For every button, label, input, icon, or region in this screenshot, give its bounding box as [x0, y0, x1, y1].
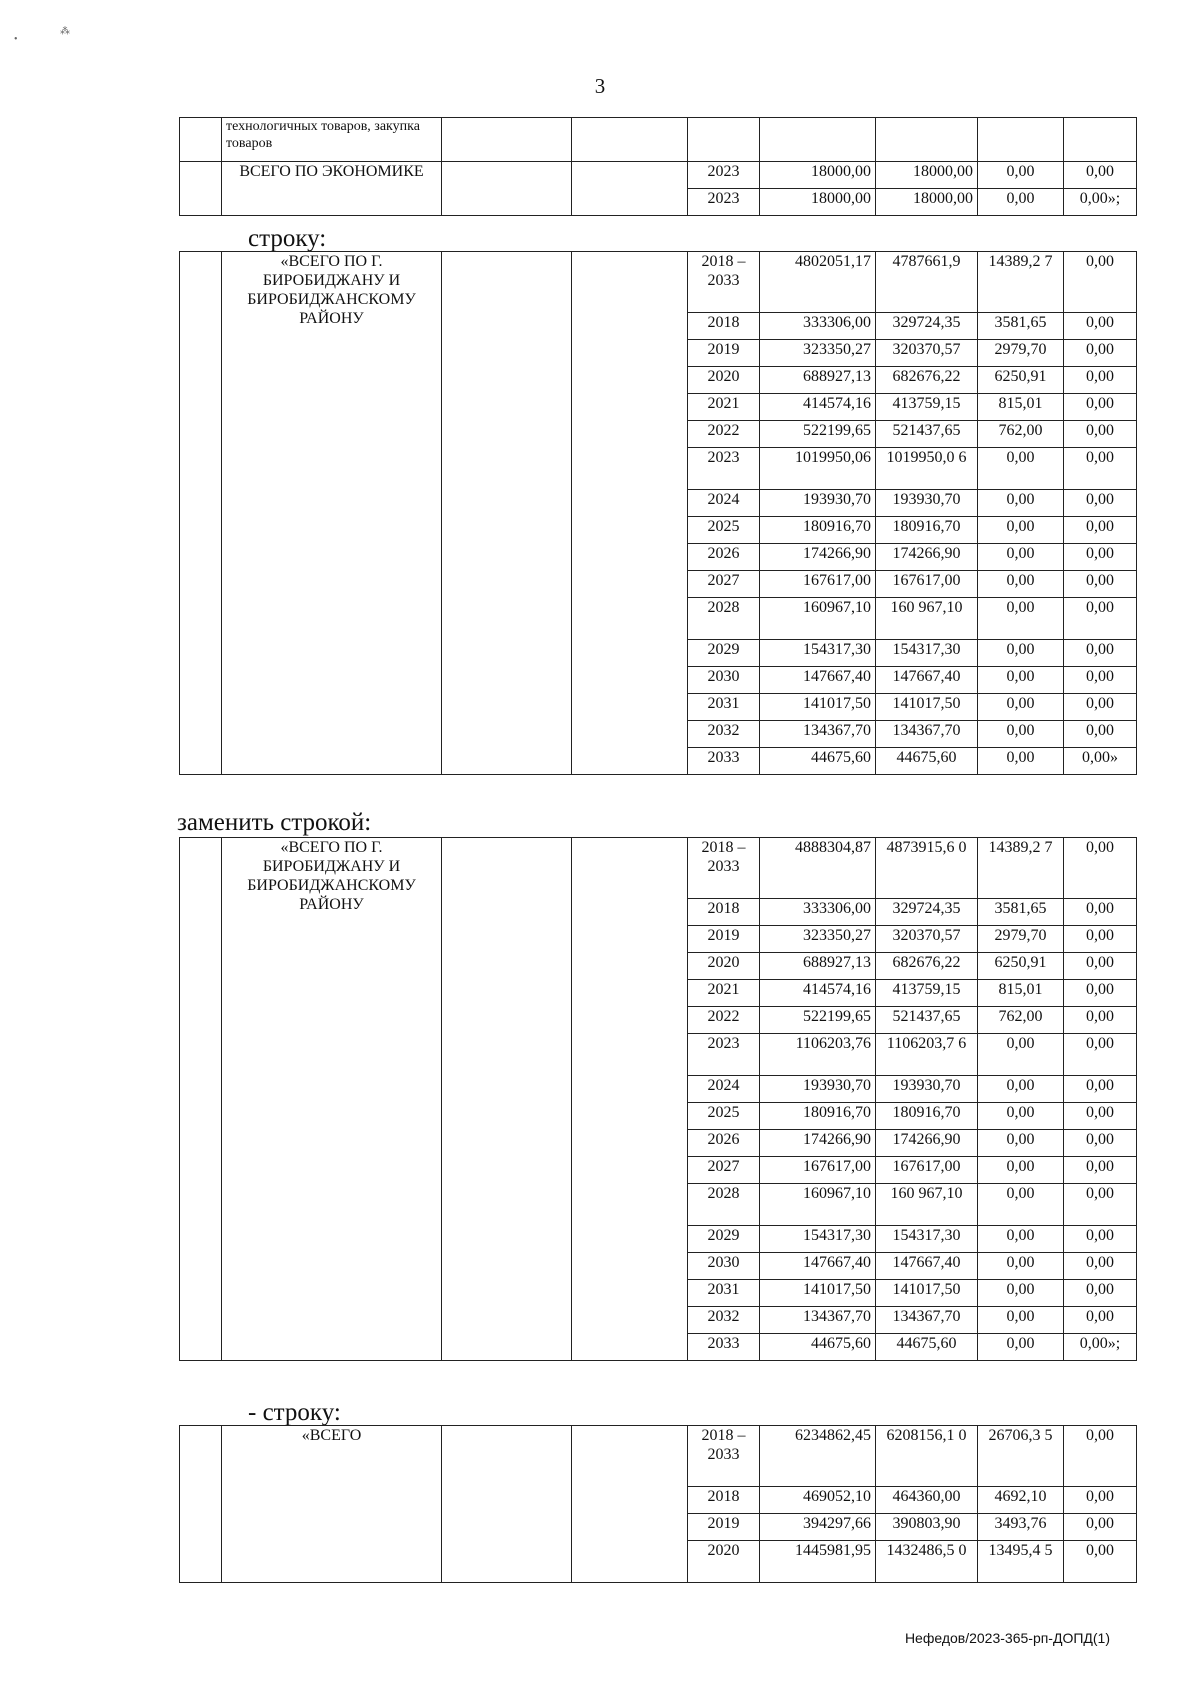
- table-cell-value: 0,00: [1064, 838, 1137, 899]
- table-cell-value: 521437,65: [876, 1007, 978, 1034]
- table-cell-value: 333306,00: [760, 313, 876, 340]
- table-cell-value: 44675,60: [760, 748, 876, 775]
- table-cell-year: 2020: [688, 1541, 760, 1583]
- table-cell-value: 0,00: [1064, 1514, 1137, 1541]
- table-cell-value: 688927,13: [760, 367, 876, 394]
- table-cell-year: 2018 – 2033: [688, 838, 760, 899]
- table-cell-value: 167617,00: [760, 571, 876, 598]
- table-cell-value: 0,00: [978, 162, 1064, 189]
- table-cell-year: 2019: [688, 340, 760, 367]
- table-cell-value: 0,00: [1064, 1253, 1137, 1280]
- table-cell: [442, 1426, 572, 1583]
- table-cell-value: 762,00: [978, 1007, 1064, 1034]
- table-cell-value: 0,00: [1064, 421, 1137, 448]
- table-cell-value: 0,00: [1064, 1487, 1137, 1514]
- table-cell-year: 2024: [688, 490, 760, 517]
- table-cell: [180, 252, 222, 775]
- table-cell-value: 0,00: [978, 1226, 1064, 1253]
- table-cell-value: 0,00: [1064, 640, 1137, 667]
- table-cell-value: 0,00: [1064, 1034, 1137, 1076]
- table-cell-value: 0,00: [1064, 1157, 1137, 1184]
- table-cell-value: 167617,00: [876, 571, 978, 598]
- table-cell-value: 4873915,6 0: [876, 838, 978, 899]
- table-cell-year: 2028: [688, 1184, 760, 1226]
- table-cell-value: 329724,35: [876, 899, 978, 926]
- table-cell-value: 154317,30: [876, 640, 978, 667]
- table-cell-value: 193930,70: [760, 1076, 876, 1103]
- table-row: [180, 838, 1137, 899]
- label-stroku-2: - строку:: [248, 1399, 341, 1426]
- table-cell-value: 1106203,7 6: [876, 1034, 978, 1076]
- scan-mark: ⁂: [60, 26, 70, 37]
- table-cell-value: 154317,30: [760, 640, 876, 667]
- table-cell-name: технологичных товаров, закупка товаров: [222, 118, 442, 162]
- table-cell: [572, 162, 688, 216]
- table-cell-value: 0,00: [1064, 1130, 1137, 1157]
- table-cell-value: 160 967,10: [876, 1184, 978, 1226]
- table-cell-value: 0,00: [1064, 1184, 1137, 1226]
- table-cell-value: 464360,00: [876, 1487, 978, 1514]
- table-row: [180, 1426, 1137, 1487]
- table-cell-year: 2023: [688, 448, 760, 490]
- table-cell-value: 18000,00: [760, 162, 876, 189]
- table-cell-value: 160967,10: [760, 598, 876, 640]
- table-cell-value: 0,00: [978, 1130, 1064, 1157]
- table-cell-value: 2979,70: [978, 926, 1064, 953]
- table-cell-year: 2018: [688, 899, 760, 926]
- table-cell-value: 147667,40: [760, 667, 876, 694]
- table-cell-year: 2024: [688, 1076, 760, 1103]
- table-cell-value: 3493,76: [978, 1514, 1064, 1541]
- table-cell-value: 2979,70: [978, 340, 1064, 367]
- table-cell-value: 0,00: [978, 490, 1064, 517]
- table-cell-value: 0,00: [978, 721, 1064, 748]
- table-cell-value: 320370,57: [876, 926, 978, 953]
- table-cell-value: 44675,60: [760, 1334, 876, 1361]
- table-cell-value: 320370,57: [876, 340, 978, 367]
- table-cell-value: 0,00: [978, 1157, 1064, 1184]
- table-cell: [442, 162, 572, 216]
- table-cell-value: 0,00: [1064, 252, 1137, 313]
- table-cell-value: 0,00: [1064, 1007, 1137, 1034]
- table-cell-value: 0,00: [978, 571, 1064, 598]
- table-cell-year: 2030: [688, 667, 760, 694]
- table-cell: [572, 838, 688, 1361]
- table-cell-value: 4787661,9: [876, 252, 978, 313]
- table-cell-value: 174266,90: [876, 544, 978, 571]
- table-cell-year: 2022: [688, 1007, 760, 1034]
- table-cell-name: «ВСЕГО ПО Г. БИРОБИДЖАНУ И БИРОБИДЖАНСКОМУ РАЙОНУ: [222, 838, 442, 1361]
- table-cell-value: 154317,30: [760, 1226, 876, 1253]
- table-cell-year: 2033: [688, 748, 760, 775]
- table-cell-value: 174266,90: [760, 544, 876, 571]
- table-cell-year: 2027: [688, 571, 760, 598]
- table-new-total: [179, 837, 1137, 1361]
- table-cell: [180, 838, 222, 1361]
- table-cell-value: 180916,70: [760, 517, 876, 544]
- table-cell-value: 180916,70: [876, 1103, 978, 1130]
- table-cell-value: 0,00: [1064, 394, 1137, 421]
- table-cell-value: 0,00: [1064, 721, 1137, 748]
- table-cell-value: 193930,70: [876, 1076, 978, 1103]
- table-cell-year: 2018 – 2033: [688, 1426, 760, 1487]
- table-cell-value: 141017,50: [876, 694, 978, 721]
- table-cell-year: 2018: [688, 1487, 760, 1514]
- table-cell-value: 1106203,76: [760, 1034, 876, 1076]
- table-cell-value: 469052,10: [760, 1487, 876, 1514]
- table-cell-value: 6234862,45: [760, 1426, 876, 1487]
- table-cell-value: 14389,2 7: [978, 838, 1064, 899]
- table-cell-value: 522199,65: [760, 421, 876, 448]
- table-cell-year: 2019: [688, 1514, 760, 1541]
- table-cell-value: 0,00: [1064, 926, 1137, 953]
- table-cell-value: 167617,00: [876, 1157, 978, 1184]
- table-cell-value: 390803,90: [876, 1514, 978, 1541]
- table-cell-year: 2031: [688, 694, 760, 721]
- table-row: [180, 252, 1137, 313]
- table-cell-value: 0,00: [978, 1253, 1064, 1280]
- table-cell-value: 0,00: [1064, 598, 1137, 640]
- table-cell-value: 167617,00: [760, 1157, 876, 1184]
- table-cell-value: 688927,13: [760, 953, 876, 980]
- table-cell-value: 141017,50: [876, 1280, 978, 1307]
- table-cell-value: 0,00: [1064, 367, 1137, 394]
- table-cell-year: 2032: [688, 721, 760, 748]
- table-cell-value: 0,00: [978, 1307, 1064, 1334]
- table-cell: [572, 252, 688, 775]
- table-cell: [442, 838, 572, 1361]
- table-cell-year: 2020: [688, 367, 760, 394]
- table-cell-value: 6208156,1 0: [876, 1426, 978, 1487]
- table-cell-value: 413759,15: [876, 980, 978, 1007]
- table-cell-value: 147667,40: [876, 667, 978, 694]
- label-zamenit: заменить строкой:: [177, 809, 372, 836]
- table-cell-value: 0,00: [1064, 490, 1137, 517]
- table-cell-value: 14389,2 7: [978, 252, 1064, 313]
- table-cell-name: ВСЕГО ПО ЭКОНОМИКЕ: [222, 162, 442, 216]
- table-cell-value: 160967,10: [760, 1184, 876, 1226]
- table-cell-value: 44675,60: [876, 748, 978, 775]
- table-cell-name: «ВСЕГО ПО Г. БИРОБИДЖАНУ И БИРОБИДЖАНСКОМУ РАЙОНУ: [222, 252, 442, 775]
- table-cell: [442, 252, 572, 775]
- table-cell-value: 4888304,87: [760, 838, 876, 899]
- table-cell-value: 414574,16: [760, 394, 876, 421]
- table-cell-value: 0,00: [978, 189, 1064, 216]
- table-cell-year: 2025: [688, 517, 760, 544]
- table-cell-year: 2021: [688, 394, 760, 421]
- table-row: [180, 162, 1137, 189]
- table-cell-value: 0,00: [978, 1034, 1064, 1076]
- table-cell-year: 2029: [688, 640, 760, 667]
- table-cell-value: 44675,60: [876, 1334, 978, 1361]
- table-cell: [688, 118, 760, 162]
- scan-mark: •: [14, 34, 18, 45]
- table-cell-year: 2030: [688, 1253, 760, 1280]
- table-cell-year: 2018: [688, 313, 760, 340]
- table-cell-value: 4692,10: [978, 1487, 1064, 1514]
- table-cell-value: 0,00: [978, 1184, 1064, 1226]
- table-cell-value: 329724,35: [876, 313, 978, 340]
- table-cell-year: 2031: [688, 1280, 760, 1307]
- footer-doc-id: Нефедов/2023-365-рп-ДОПД(1): [904, 1630, 1110, 1646]
- table-cell-value: 0,00: [1064, 448, 1137, 490]
- table-cell: [1064, 118, 1137, 162]
- table-cell-value: 3581,65: [978, 899, 1064, 926]
- table-cell-value: 0,00»;: [1064, 1334, 1137, 1361]
- table-cell: [180, 1426, 222, 1583]
- table-cell-value: 0,00: [1064, 980, 1137, 1007]
- table-cell-value: 0,00: [1064, 571, 1137, 598]
- table-cell-value: 26706,3 5: [978, 1426, 1064, 1487]
- table-cell-value: 0,00: [978, 694, 1064, 721]
- table-cell-value: 0,00: [1064, 667, 1137, 694]
- table-cell: [180, 118, 222, 162]
- table-cell-value: 0,00»: [1064, 748, 1137, 775]
- table-cell-value: 333306,00: [760, 899, 876, 926]
- table-cell-value: 6250,91: [978, 367, 1064, 394]
- table-cell-value: 815,01: [978, 980, 1064, 1007]
- table-cell-value: 0,00: [1064, 313, 1137, 340]
- table-cell-value: 0,00: [978, 517, 1064, 544]
- table-cell-value: 0,00: [1064, 1226, 1137, 1253]
- table-cell-value: 18000,00: [876, 189, 978, 216]
- table-cell-value: 180916,70: [876, 517, 978, 544]
- table-cell-value: 134367,70: [876, 721, 978, 748]
- table-cell-value: 0,00: [1064, 899, 1137, 926]
- table-cell-value: 4802051,17: [760, 252, 876, 313]
- table-cell-value: 174266,90: [760, 1130, 876, 1157]
- table-cell-value: 0,00: [1064, 1426, 1137, 1487]
- table-cell-value: 154317,30: [876, 1226, 978, 1253]
- table-cell-year: 2020: [688, 953, 760, 980]
- table-cell-year: 2027: [688, 1157, 760, 1184]
- table-cell-value: 815,01: [978, 394, 1064, 421]
- table-cell-value: 1019950,0 6: [876, 448, 978, 490]
- table-row: [180, 118, 1137, 162]
- table-cell-value: 0,00: [978, 598, 1064, 640]
- table-cell-name: «ВСЕГО: [222, 1426, 442, 1583]
- table-cell-value: 521437,65: [876, 421, 978, 448]
- table-cell: [760, 118, 876, 162]
- table-cell-value: 0,00: [1064, 1103, 1137, 1130]
- table-cell-value: 193930,70: [876, 490, 978, 517]
- table-economy: [179, 117, 1137, 216]
- table-cell-year: 2021: [688, 980, 760, 1007]
- table-cell-value: 0,00: [1064, 694, 1137, 721]
- table-cell: [978, 118, 1064, 162]
- table-cell-value: 0,00: [978, 544, 1064, 571]
- table-cell-value: 0,00: [978, 1334, 1064, 1361]
- table-cell-value: 0,00: [978, 1076, 1064, 1103]
- table-cell-value: 0,00: [1064, 1307, 1137, 1334]
- table-cell-value: 0,00: [1064, 1280, 1137, 1307]
- table-cell-year: 2023: [688, 1034, 760, 1076]
- table-cell-value: 180916,70: [760, 1103, 876, 1130]
- table-cell-value: 6250,91: [978, 953, 1064, 980]
- table-cell-year: 2029: [688, 1226, 760, 1253]
- table-cell-value: 522199,65: [760, 1007, 876, 1034]
- table-cell-value: 134367,70: [876, 1307, 978, 1334]
- table-cell-value: 414574,16: [760, 980, 876, 1007]
- table-cell-value: 323350,27: [760, 926, 876, 953]
- table-cell-value: 13495,4 5: [978, 1541, 1064, 1583]
- table-cell-value: 0,00: [978, 667, 1064, 694]
- table-cell-year: 2023: [688, 189, 760, 216]
- table-cell-value: 0,00: [1064, 340, 1137, 367]
- table-cell-value: 160 967,10: [876, 598, 978, 640]
- table-cell-value: 0,00: [1064, 162, 1137, 189]
- table-cell-value: 0,00: [978, 448, 1064, 490]
- table-cell: [572, 118, 688, 162]
- table-cell-value: 134367,70: [760, 1307, 876, 1334]
- table-cell-value: 147667,40: [760, 1253, 876, 1280]
- table-cell-value: 413759,15: [876, 394, 978, 421]
- table-cell-year: 2022: [688, 421, 760, 448]
- table-cell-value: 0,00: [1064, 1076, 1137, 1103]
- table-cell-value: 0,00: [978, 1103, 1064, 1130]
- table-cell-year: 2025: [688, 1103, 760, 1130]
- table-cell-year: 2032: [688, 1307, 760, 1334]
- table-grand-total: [179, 1425, 1137, 1583]
- table-cell-year: 2026: [688, 544, 760, 571]
- table-cell-value: 0,00: [1064, 517, 1137, 544]
- table-cell-value: 682676,22: [876, 367, 978, 394]
- table-cell: [572, 1426, 688, 1583]
- table-cell-value: 141017,50: [760, 694, 876, 721]
- table-cell-value: 18000,00: [876, 162, 978, 189]
- label-stroku: строку:: [248, 225, 327, 252]
- table-cell-value: 1445981,95: [760, 1541, 876, 1583]
- table-cell-value: 762,00: [978, 421, 1064, 448]
- table-cell-value: 141017,50: [760, 1280, 876, 1307]
- table-cell-value: 3581,65: [978, 313, 1064, 340]
- table-cell-value: 0,00: [978, 748, 1064, 775]
- table-cell-value: 147667,40: [876, 1253, 978, 1280]
- table-cell-value: 193930,70: [760, 490, 876, 517]
- table-cell-year: 2019: [688, 926, 760, 953]
- page-number: 3: [594, 74, 606, 98]
- table-cell-value: 0,00: [978, 1280, 1064, 1307]
- table-cell-value: 1019950,06: [760, 448, 876, 490]
- table-cell-value: 0,00: [1064, 1541, 1137, 1583]
- table-cell-value: 0,00: [1064, 544, 1137, 571]
- table-cell: [442, 118, 572, 162]
- table-cell-year: 2033: [688, 1334, 760, 1361]
- table-cell: [876, 118, 978, 162]
- table-cell-value: 0,00: [1064, 953, 1137, 980]
- table-cell-year: 2026: [688, 1130, 760, 1157]
- table-cell-value: 0,00: [978, 640, 1064, 667]
- table-cell-year: 2018 – 2033: [688, 252, 760, 313]
- table-cell-value: 323350,27: [760, 340, 876, 367]
- table-cell: [180, 162, 222, 216]
- table-cell-year: 2028: [688, 598, 760, 640]
- table-cell-value: 394297,66: [760, 1514, 876, 1541]
- table-old-total: [179, 251, 1137, 775]
- table-cell-value: 0,00»;: [1064, 189, 1137, 216]
- table-cell-value: 134367,70: [760, 721, 876, 748]
- table-cell-value: 682676,22: [876, 953, 978, 980]
- table-cell-value: 18000,00: [760, 189, 876, 216]
- table-cell-value: 1432486,5 0: [876, 1541, 978, 1583]
- table-cell-year: 2023: [688, 162, 760, 189]
- table-cell-value: 174266,90: [876, 1130, 978, 1157]
